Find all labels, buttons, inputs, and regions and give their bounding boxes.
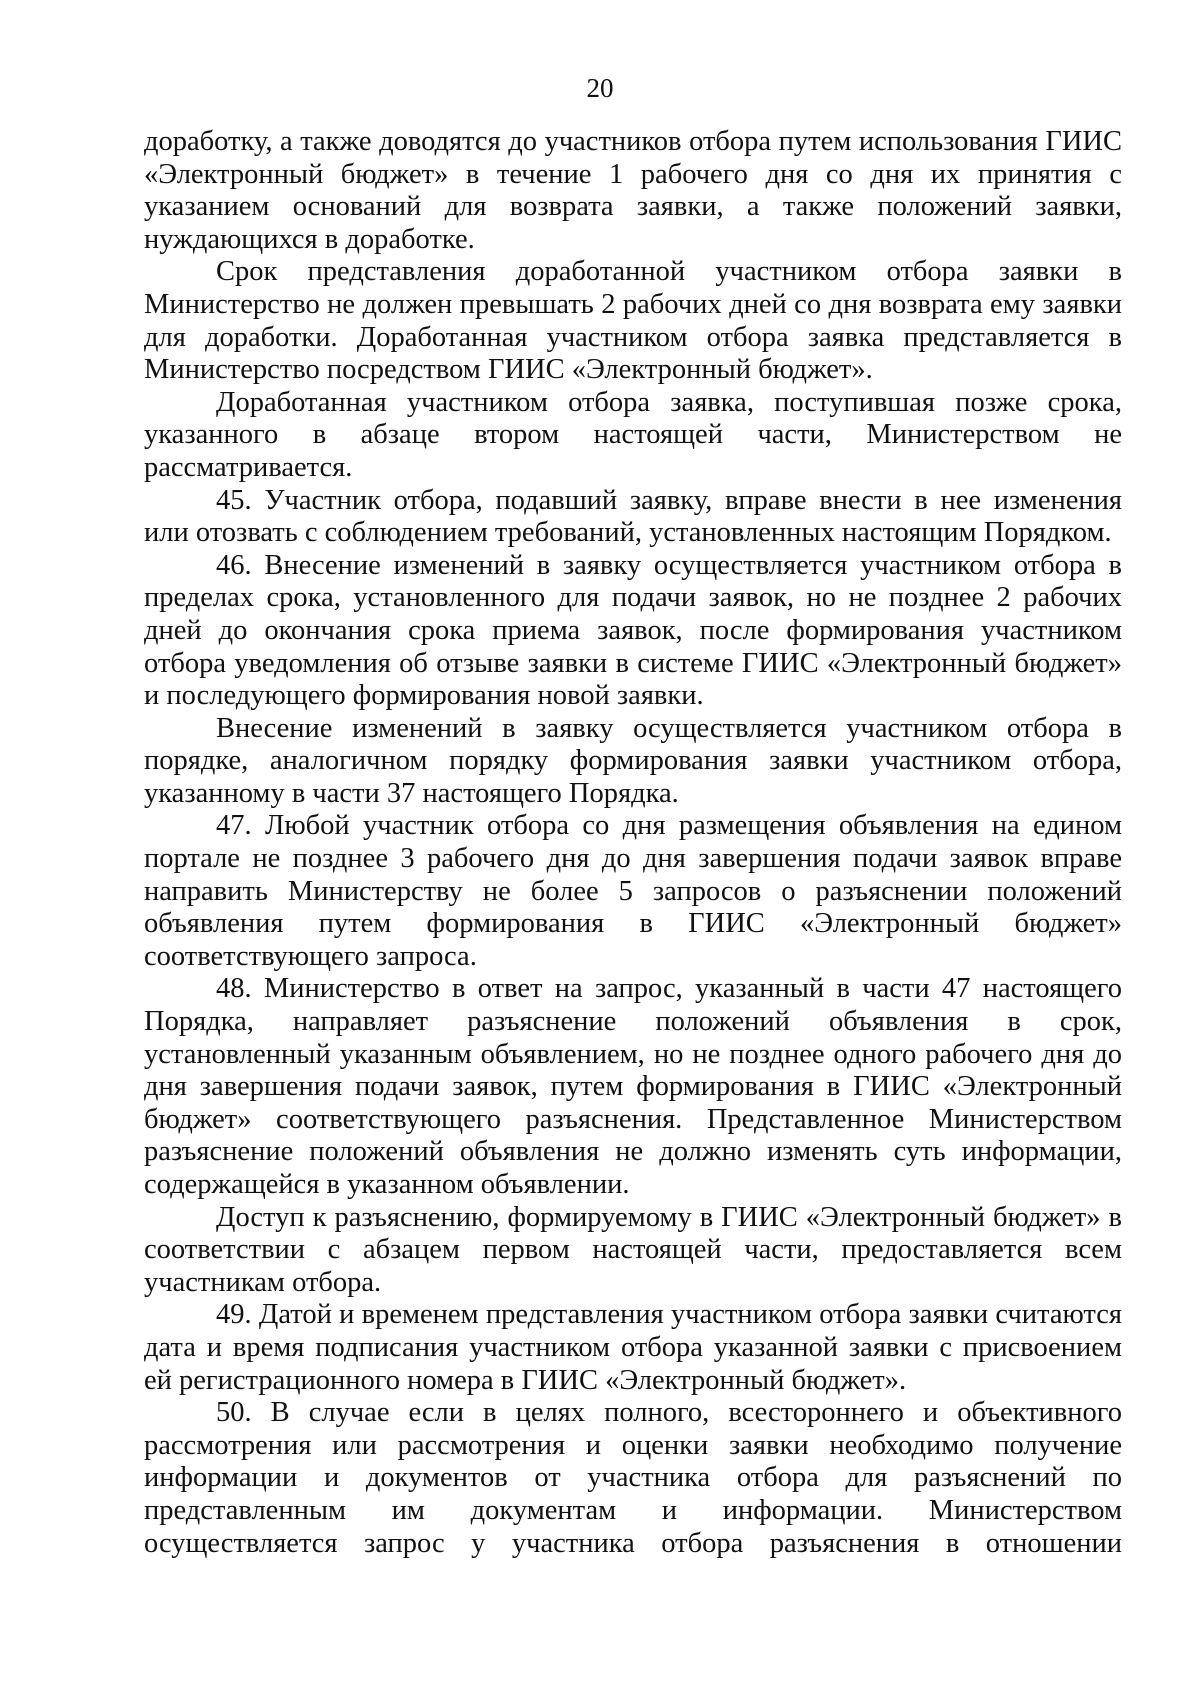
paragraph-item-46-changes: Внесение изменений в заявку осуществляется участником отбора в порядке, аналогичном порядку формирования заявки участником отбора, указанному в части 37 настоящего Порядка. [144,712,1122,809]
paragraph-item-45: 45. Участник отбора, подавший заявку, вправе внести в нее изменения или отозвать с соблюдением требований, установленных настоящим Порядком. [144,484,1122,549]
paragraph-late-submission: Доработанная участником отбора заявка, поступившая позже срока, указанного в абзаце втором настоящей части, Министерством не рассматривается. [144,386,1122,483]
document-body [144,126,1122,1560]
paragraph-revision-deadline: Срок представления доработанной участником отбора заявки в Министерство не должен превышать 2 рабочих дней со дня возврата ему заявки для доработки. Доработанная участником отбора заявка представляется в Министерство посредством ГИИС «Электронный бюджет». [144,256,1122,386]
paragraph-item-47: 47. Любой участник отбора со дня размещения объявления на едином портале не позднее 3 рабочего дня до дня завершения подачи заявок вправе направить Министерству не более 5 запросов о разъяснении положений объявления путем формирования в ГИИС «Электронный бюджет» соответствующего запроса. [144,810,1122,972]
page-number: 20 [586,73,614,103]
paragraph-item-49: 49. Датой и временем представления участником отбора заявки считаются дата и время подписания участником отбора указанной заявки с присвоением ей регистрационного номера в ГИИС «Электронный бюджет». [144,1299,1122,1396]
paragraph-item-50: 50. В случае если в целях полного, всестороннего и объективного рассмотрения или рассмотрения и оценки заявки необходимо получение информации и документов от участника отбора для разъяснений по представленным им документам и информации. Министерством осуществляется запрос у участника отбора разъяснения в отношении [144,1397,1122,1559]
paragraph-item-48: 48. Министерство в ответ на запрос, указанный в части 47 настоящего Порядка, направляет разъяснение положений объявления в срок, установленный указанным объявлением, но не позднее одного рабочего дня до дня завершения подачи заявок, путем формирования в ГИИС «Электронный бюджет» соответствующего разъяснения. Представленное Министерством разъяснение положений объявления не должно изменять суть информации, содержащейся в указанном объявлении. [144,973,1122,1200]
paragraph-continuation: доработку, а также доводятся до участников отбора путем использования ГИИС «Электронный бюджет» в течение 1 рабочего дня со дня их принятия с указанием оснований для возврата заявки, а также положений заявки, нуждающихся в доработке. [144,126,1122,255]
paragraph-item-46: 46. Внесение изменений в заявку осуществляется участником отбора в пределах срока, установленного для подачи заявок, но не позднее 2 рабочих дней до окончания срока приема заявок, после формирования участником отбора уведомления об отзыве заявки в системе ГИИС «Электронный бюджет» и последующего формирования новой заявки. [144,549,1122,712]
paragraph-item-48-access: Доступ к разъяснению, формируемому в ГИИС «Электронный бюджет» в соответствии с абзацем первом настоящей части, предоставляется всем участникам отбора. [144,1201,1122,1298]
